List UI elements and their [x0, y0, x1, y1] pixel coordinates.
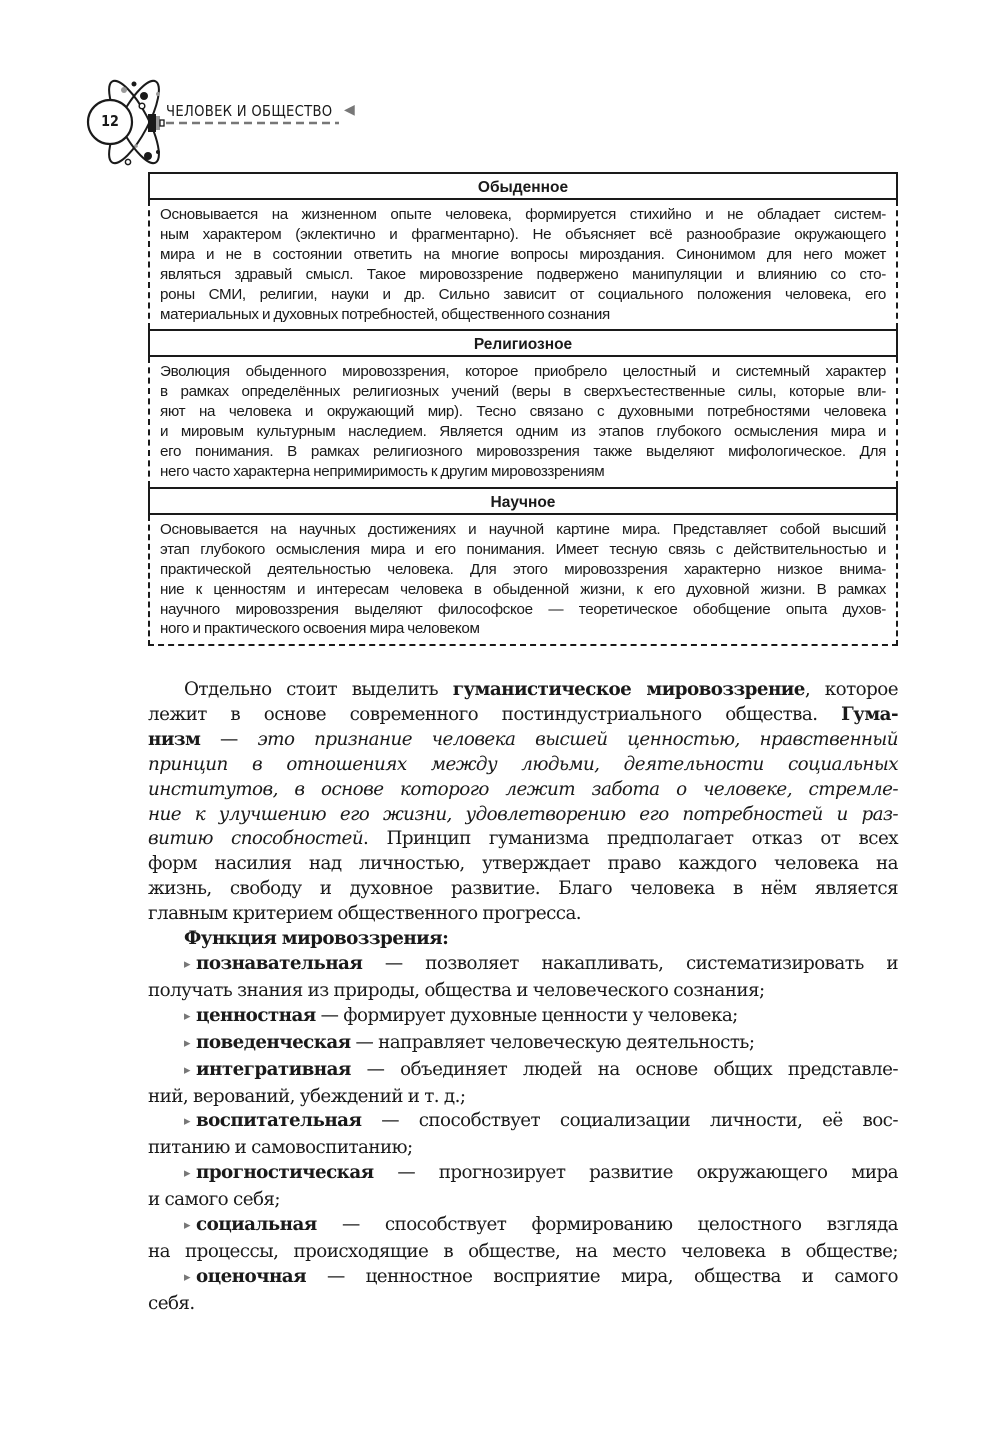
list-item — [148, 1161, 898, 1188]
text-run: — формирует духовные ценности у человека; — [315, 1004, 738, 1026]
page-number: 12 — [101, 112, 119, 130]
list-item — [148, 1109, 898, 1136]
text-line: Основывается на научных достижениях и научной картине мира. Представляет собой высший — [160, 520, 886, 538]
function-term: оценочная — [195, 1265, 307, 1287]
body-text — [148, 678, 898, 1317]
text-run: . Принцип гуманизма предполагает отказ от всех — [363, 828, 898, 850]
definition-text: это признание человека высшей ценностью, нравственный — [257, 728, 898, 750]
text-line: на процессы, происходящие в обществе, на место человека в обществе; — [148, 1240, 898, 1262]
bullet-triangle-icon: ▸ — [184, 1062, 190, 1078]
table-cell-ordinary — [148, 200, 898, 329]
text-line: ного и практического освоения мира человеком — [160, 620, 480, 638]
text-line: Основывается на жизненном опыте человека, формируется стихийно и не обладает систем- — [160, 206, 886, 223]
text-line: Эволюция обыденного мировоззрения, которое приобрело целостный и системный характер — [160, 363, 886, 381]
text-line: питанию и самовоспитанию; — [148, 1137, 413, 1159]
text-line: научного мировоззрения выделяют философское — теоретическое обобщение опыта духов- — [160, 600, 886, 618]
text-run: — прогнозирует развитие окружающего мира — [373, 1162, 898, 1184]
definition-text: витию способностей — [148, 828, 364, 850]
definition-text: ние к улучшению его жизни, удовлетворению его потребностей и раз- — [148, 803, 898, 825]
bullet-triangle-icon: ▸ — [184, 1008, 190, 1024]
table-heading-scientific: Научное — [148, 487, 898, 515]
text-run: — объединяет людей на основе общих представле- — [350, 1058, 898, 1080]
bullet-triangle-icon: ▸ — [184, 1218, 190, 1234]
bullet-triangle-icon: ▸ — [184, 1166, 190, 1182]
text-line: в рамках определённых религиозных учений (веры в сверхъестественные силы, которые вли- — [160, 383, 886, 401]
text-run: Отдельно стоит выделить — [184, 679, 453, 700]
worldview-types-table — [148, 172, 898, 646]
text-line: практической деятельностью человека. Для этого мировоззрения характерно низкое внима- — [160, 560, 886, 578]
text-line: и самого себя; — [148, 1189, 281, 1211]
list-item — [148, 1265, 898, 1292]
text-run: — ценностное восприятие мира, общества и самого — [306, 1265, 898, 1287]
text-line — [148, 703, 898, 728]
text-run: — позволяет накапливать, систематизировать и — [362, 952, 898, 974]
term-humanism-cont: низм — [148, 728, 201, 750]
text-line: роны СМИ, религии, науки и др. Сильно зависит от социального положения человека, его — [160, 285, 886, 303]
table-heading-ordinary: Обыденное — [148, 172, 898, 200]
text-line: ным характером (эклектично и фрагментарно). Не объясняет всё разнообразие окружающего — [160, 225, 886, 243]
definition-text: институтов, в основе которого лежит забота о человеке, стремле- — [148, 778, 898, 800]
function-term: социальная — [195, 1214, 317, 1236]
text-line — [148, 678, 898, 703]
text-line: форм насилия над личностью, утверждает право каждого человека на — [148, 853, 898, 875]
list-item — [148, 1213, 898, 1240]
text-run: — способствует социализации личности, её вос- — [361, 1110, 898, 1132]
text-line: ний, верований, убеждений и т. д.; — [148, 1085, 466, 1107]
term-humanism: Гума- — [841, 703, 898, 725]
text-line: его понимания. В рамках религиозного мировоззрения также выделяют мифологическое. Для — [160, 443, 886, 461]
list-item — [148, 1031, 898, 1058]
functions-list — [148, 952, 898, 1317]
text-run: , которое — [804, 679, 898, 700]
text-run: — — [200, 728, 258, 750]
function-term: познавательная — [195, 952, 363, 974]
list-item — [148, 1004, 898, 1031]
table-cell-scientific — [148, 515, 898, 646]
text-line: получать знания из природы, общества и человеческого сознания; — [148, 979, 765, 1001]
left-triangle-icon: ◀ — [344, 103, 355, 118]
humanism-paragraph — [148, 678, 898, 927]
bullet-triangle-icon: ▸ — [184, 1114, 190, 1130]
text-line: него часто характерна непримиримость к другим мировоззрениям — [160, 462, 605, 480]
table-cell-religious — [148, 357, 898, 486]
section-title: ЧЕЛОВЕК И ОБЩЕСТВО — [166, 102, 333, 120]
functions-heading: Функция мировоззрения: — [184, 928, 449, 950]
text-line — [148, 728, 898, 753]
function-term: ценностная — [195, 1004, 316, 1026]
function-term: прогностическая — [195, 1162, 374, 1184]
function-term: интегративная — [195, 1058, 351, 1080]
list-item — [148, 1058, 898, 1085]
list-item — [148, 952, 898, 979]
text-line: и мировым культурным наследием. Является одним из этапов глубокого осмысления мира и — [160, 423, 886, 441]
text-line: себя. — [148, 1292, 195, 1314]
term-humanistic-worldview: гуманистическое мировоззрение — [452, 679, 805, 700]
function-term: поведенческая — [195, 1031, 351, 1053]
text-line: мира и не в состоянии ответить на многие вопросы мироздания. Синонимом для него может — [160, 245, 886, 263]
text-line: яют на человека и окружающий мир). Тесно связано с духовными потребностями человека — [160, 403, 886, 421]
text-line: этап глубокого осмысления мира и его понимания. Имеет тесную связь с действительностью и — [160, 540, 886, 558]
text-line: являться здравый смысл. Такое мировоззрение подвержено манипуляции и влиянию со сто- — [160, 265, 886, 283]
dashed-rule — [84, 76, 384, 168]
bullet-triangle-icon: ▸ — [184, 1269, 190, 1285]
running-header — [84, 76, 384, 168]
text-line: главным критерием общественного прогресса. — [148, 903, 582, 925]
function-term: воспитательная — [195, 1110, 362, 1132]
text-line — [148, 827, 898, 852]
text-run: — способствует формированию целостного взгляда — [316, 1214, 898, 1236]
bullet-triangle-icon: ▸ — [184, 956, 190, 972]
definition-text: принцип в отношениях между людьми, деятельности социальных — [148, 753, 898, 775]
text-line: жизнь, свободу и духовное развитие. Благо человека в нём является — [148, 878, 898, 900]
text-run: лежит в основе современного постиндустриального общества. — [148, 703, 842, 725]
text-line: материальных и духовных потребностей, общественного сознания — [160, 305, 610, 323]
text-line: ние к ценностям и интересам человека в обыденной жизни, к его духовной жизни. В рамках — [160, 580, 886, 598]
bullet-triangle-icon: ▸ — [184, 1035, 190, 1051]
table-heading-religious: Религиозное — [148, 329, 898, 357]
text-run: — направляет человеческую деятельность; — [350, 1031, 755, 1053]
